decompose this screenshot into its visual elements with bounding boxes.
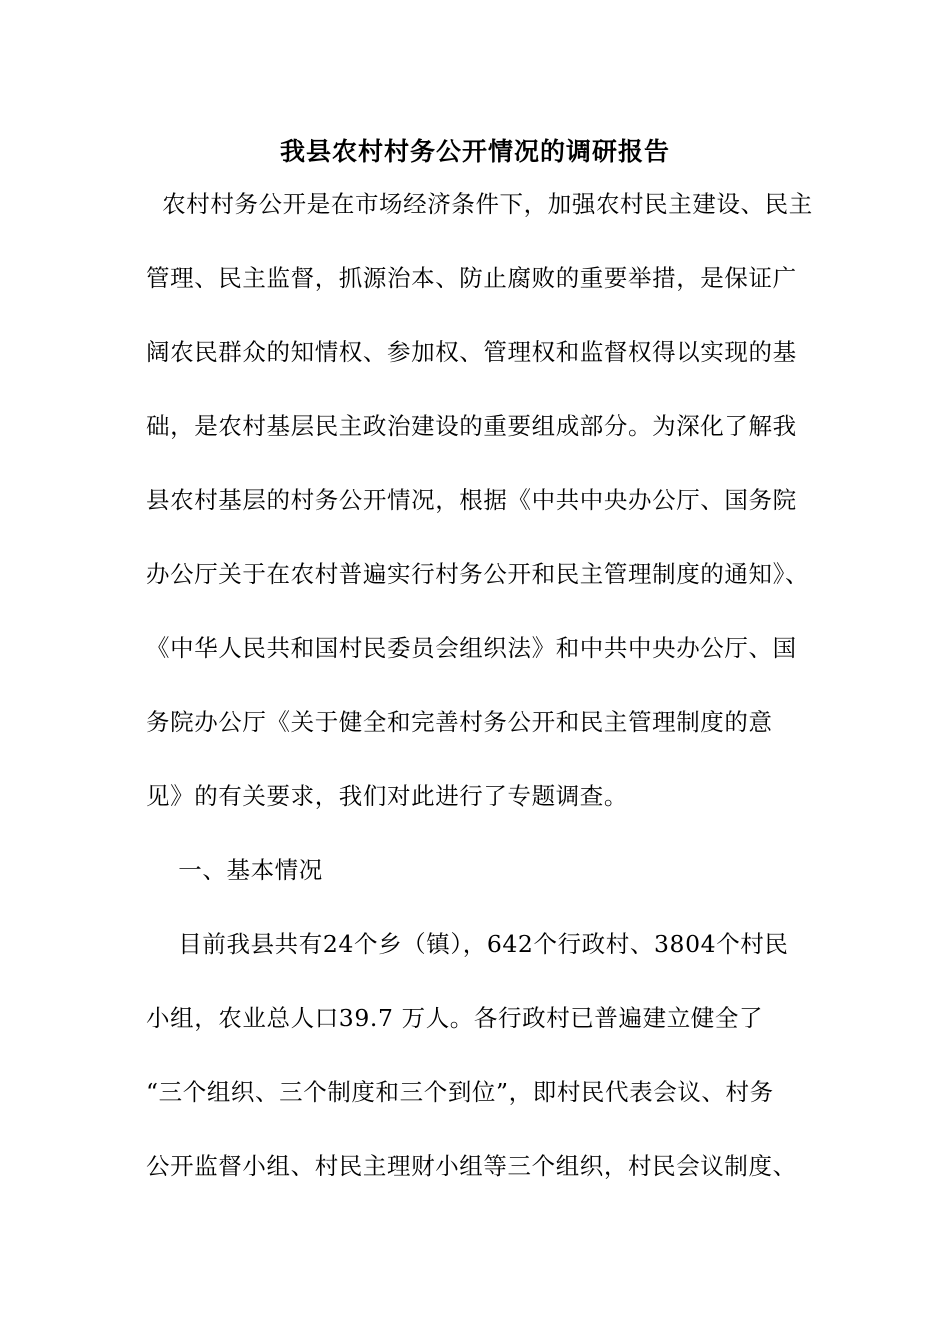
body-line-9: 见》的有关要求，我们对此进行了专题调查。 [146,782,628,810]
body-line-14: 公开监督小组、村民主理财小组等三个组织，村民会议制度、 [146,1152,797,1180]
body-line-11: 目前我县共有24个乡（镇），642个行政村、3804个村民 [146,930,789,958]
body-line-7: 《中华人民共和国村民委员会组织法》和中共中央办公厅、国 [146,634,797,662]
document-title: 我县农村村务公开情况的调研报告 [279,137,670,166]
section-heading: 一、基本情况 [146,856,323,884]
body-line-4: 础，是农村基层民主政治建设的重要组成部分。为深化了解我 [146,412,797,440]
body-line-2: 管理、民主监督，抓源治本、防止腐败的重要举措，是保证广 [146,264,797,292]
body-line-12: 小组，农业总人口39.7 万人。各行政村已普遍建立健全了 [146,1004,764,1032]
body-line-5: 县农村基层的村务公开情况，根据《中共中央办公厅、国务院 [146,486,797,514]
body-line-8: 务院办公厅《关于健全和完善村务公开和民主管理制度的意 [146,708,773,736]
body-line-13: “三个组织、三个制度和三个到位”，即村民代表会议、村务 [146,1078,774,1106]
body-line-6: 办公厅关于在农村普遍实行村务公开和民主管理制度的通知》、 [146,560,810,588]
body-line-1: 农村村务公开是在市场经济条件下，加强农村民主建设、民主 [146,190,813,218]
body-line-3: 阔农民群众的知情权、参加权、管理权和监督权得以实现的基 [146,338,797,366]
